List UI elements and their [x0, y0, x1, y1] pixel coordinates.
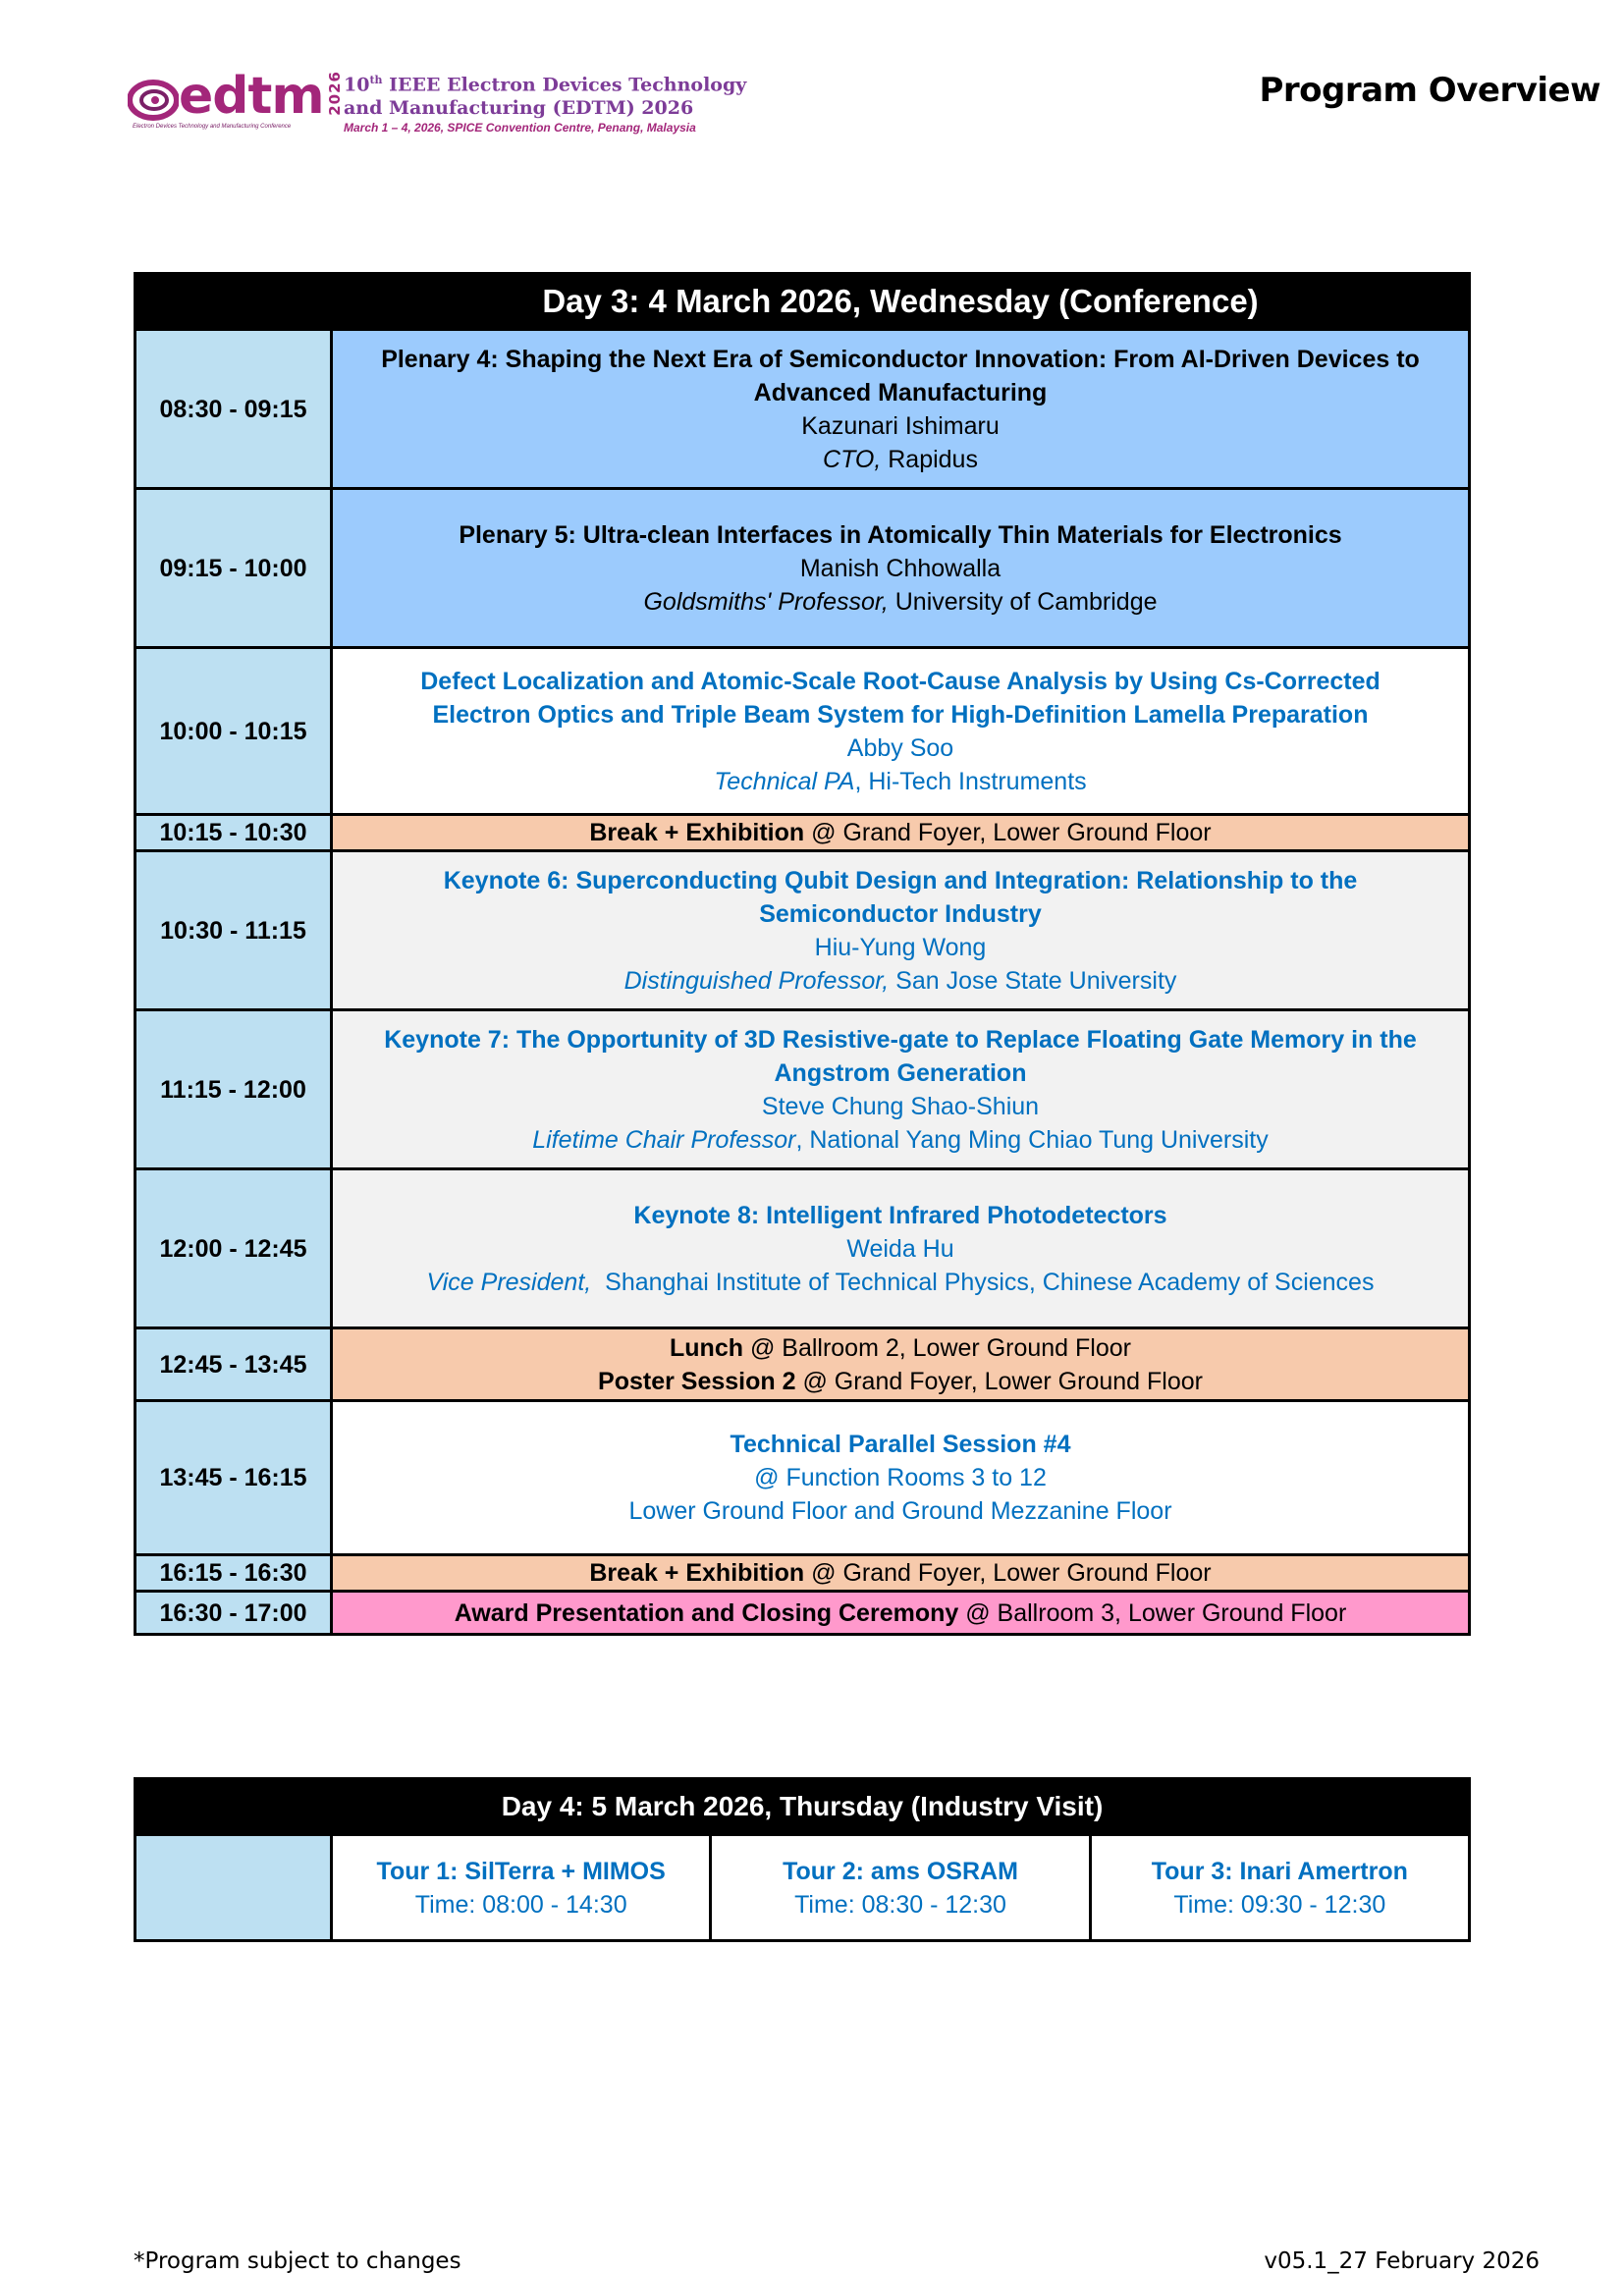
session-title: Technical Parallel Session #4 — [730, 1431, 1071, 1458]
day4-schedule-table — [134, 1777, 1471, 1942]
table-row — [135, 1555, 1470, 1592]
speaker-name: Abby Soo — [846, 733, 954, 762]
session-title-line1: Keynote 6: Superconducting Qubit Design and Integration: Relationship to the — [443, 866, 1358, 894]
edtm-logo — [128, 65, 344, 130]
plenary-4-cell — [332, 330, 1470, 489]
session-venue: @ Function Rooms 3 to 12 — [754, 1464, 1047, 1491]
technical-talk-cell — [332, 648, 1470, 815]
speaker-affiliation: CTO, Rapidus — [823, 445, 978, 473]
event-name: Break + Exhibition — [589, 818, 805, 846]
tour-3-cell — [1090, 1835, 1469, 1941]
tour-name: Tour 2: ams OSRAM — [783, 1857, 1018, 1885]
time-cell: 09:15 - 10:00 — [135, 489, 332, 648]
break-cell — [332, 815, 1470, 851]
table-row — [135, 851, 1470, 1010]
tour-time: Time: 08:00 - 14:30 — [414, 1890, 627, 1919]
lunch-poster-cell — [332, 1328, 1470, 1401]
time-cell: 12:00 - 12:45 — [135, 1169, 332, 1328]
speaker-name: Kazunari Ishimaru — [801, 411, 1000, 440]
day3-schedule-table — [134, 272, 1471, 1636]
time-cell: 10:00 - 10:15 — [135, 648, 332, 815]
event-venue: @ Ballroom 3, Lower Ground Floor — [958, 1598, 1347, 1627]
speaker-affiliation: Vice President, Shanghai Institute of Technical Physics, Chinese Academy of Sciences — [426, 1268, 1375, 1296]
conference-date-venue: March 1 – 4, 2026, SPICE Convention Centre, Penang, Malaysia — [344, 121, 696, 135]
tour-name: Tour 3: Inari Amertron — [1151, 1857, 1408, 1885]
speaker-affiliation: Goldsmiths' Professor, University of Cambridge — [643, 587, 1158, 616]
day3-title: Day 3: 4 March 2026, Wednesday (Conference) — [332, 274, 1470, 330]
event-venue: @ Grand Foyer, Lower Ground Floor — [804, 1558, 1212, 1587]
speaker-name: Hiu-Yung Wong — [814, 933, 987, 961]
session-title-line1: Keynote 7: The Opportunity of 3D Resistive-gate to Replace Floating Gate Memory in the — [384, 1025, 1417, 1054]
speaker-affiliation: Lifetime Chair Professor, National Yang Ming Chiao Tung University — [532, 1125, 1269, 1154]
table-row — [135, 1169, 1470, 1328]
speaker-name: Steve Chung Shao-Shiun — [761, 1092, 1040, 1120]
footer-version: v05.1_27 February 2026 — [1264, 2248, 1540, 2274]
day4-title: Day 4: 5 March 2026, Thursday (Industry Visit) — [135, 1779, 1470, 1835]
event-venue: @ Grand Foyer, Lower Ground Floor — [804, 818, 1212, 846]
tour-time: Time: 08:30 - 12:30 — [794, 1890, 1006, 1919]
logo-wordmark: edtm — [179, 67, 324, 126]
session-title: Plenary 5: Ultra-clean Interfaces in Atomically Thin Materials for Electronics — [459, 520, 1342, 549]
edtm-swirl-icon — [128, 73, 179, 124]
session-title-line2: Angstrom Generation — [774, 1058, 1027, 1087]
keynote-7-cell — [332, 1010, 1470, 1169]
poster-session-line: Poster Session 2 @ Grand Foyer, Lower Ground Floor — [598, 1367, 1203, 1395]
time-cell: 10:30 - 11:15 — [135, 851, 332, 1010]
footer-note: *Program subject to changes — [134, 2248, 461, 2274]
day4-header-row — [135, 1779, 1470, 1835]
table-row — [135, 489, 1470, 648]
session-title-line1: Defect Localization and Atomic-Scale Root-Cause Analysis by Using Cs-Corrected — [420, 667, 1380, 695]
speaker-affiliation: Distinguished Professor, San Jose State University — [623, 966, 1177, 995]
event-name: Award Presentation and Closing Ceremony — [454, 1598, 959, 1627]
table-row — [135, 1592, 1470, 1635]
time-cell: 16:15 - 16:30 — [135, 1555, 332, 1592]
parallel-session-cell — [332, 1401, 1470, 1555]
keynote-8-cell — [332, 1169, 1470, 1328]
page-title: Program Overview — [1259, 71, 1600, 110]
closing-ceremony-cell — [332, 1592, 1470, 1635]
speaker-name: Weida Hu — [846, 1234, 954, 1263]
table-row — [135, 815, 1470, 851]
table-row — [135, 330, 1470, 489]
time-cell: 12:45 - 13:45 — [135, 1328, 332, 1401]
session-title: Keynote 8: Intelligent Infrared Photodetectors — [633, 1201, 1167, 1229]
tour-2-cell — [711, 1835, 1090, 1941]
time-cell: 13:45 - 16:15 — [135, 1401, 332, 1555]
conference-name-line1: 10th IEEE Electron Devices Technology — [344, 74, 747, 96]
time-cell-empty — [135, 1835, 332, 1941]
keynote-6-cell — [332, 851, 1470, 1010]
break-cell — [332, 1555, 1470, 1592]
table-row — [135, 1010, 1470, 1169]
tour-time: Time: 09:30 - 12:30 — [1173, 1890, 1386, 1919]
session-floor: Lower Ground Floor and Ground Mezzanine Floor — [628, 1497, 1172, 1525]
table-row — [135, 1835, 1470, 1941]
session-title-line2: Semiconductor Industry — [759, 899, 1042, 928]
day3-header-spacer — [135, 274, 332, 330]
logo-year: 2026 — [325, 71, 344, 116]
speaker-name: Manish Chhowalla — [799, 554, 1001, 582]
table-row — [135, 1328, 1470, 1401]
table-row — [135, 1401, 1470, 1555]
session-title: Plenary 4: Shaping the Next Era of Semiconductor Innovation: From AI-Driven Devices to Advanced Manufacturing — [381, 345, 1420, 406]
time-cell: 16:30 - 17:00 — [135, 1592, 332, 1635]
logo-tagline: Electron Devices Technology and Manufacturing Conference — [133, 124, 292, 130]
time-cell: 08:30 - 09:15 — [135, 330, 332, 489]
day3-header-row — [135, 274, 1470, 330]
lunch-line: Lunch @ Ballroom 2, Lower Ground Floor — [670, 1333, 1131, 1362]
event-name: Break + Exhibition — [589, 1558, 805, 1587]
conference-info — [344, 69, 746, 135]
plenary-5-cell — [332, 489, 1470, 648]
session-title-line2: Electron Optics and Triple Beam System for High-Definition Lamella Preparation — [432, 700, 1369, 729]
time-cell: 10:15 - 10:30 — [135, 815, 332, 851]
speaker-affiliation: Technical PA, Hi-Tech Instruments — [714, 767, 1087, 795]
time-cell: 11:15 - 12:00 — [135, 1010, 332, 1169]
table-row — [135, 648, 1470, 815]
tour-name: Tour 1: SilTerra + MIMOS — [376, 1857, 666, 1885]
conference-name-line2: and Manufacturing (EDTM) 2026 — [344, 97, 694, 120]
tour-1-cell — [332, 1835, 711, 1941]
